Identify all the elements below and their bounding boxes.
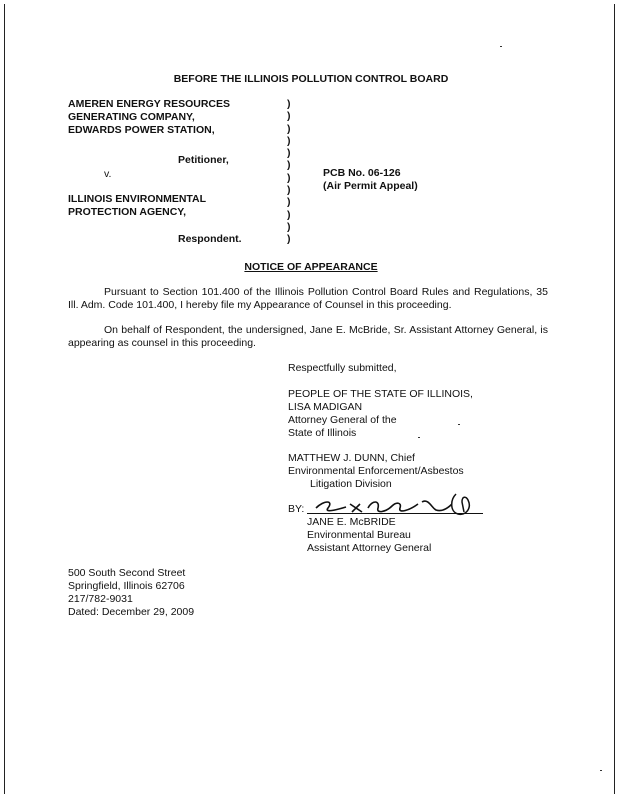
- people-line-1: PEOPLE OF THE STATE OF ILLINOIS,: [288, 388, 473, 400]
- people-line-4: State of Illinois: [288, 427, 357, 439]
- notice-paragraph-1: Pursuant to Section 101.400 of the Illinois Pollution Control Board Rules and Regulations, 35 Ill. Adm. Code 101.400, I hereby file my Appearance of Counsel in this proceeding.: [68, 286, 548, 311]
- respondent-role: Respondent.: [178, 233, 242, 245]
- division-line-2: Environmental Enforcement/Asbestos: [288, 465, 464, 477]
- division-line-1: MATTHEW J. DUNN, Chief: [288, 452, 415, 464]
- petitioner-line-2: GENERATING COMPANY,: [68, 111, 195, 123]
- handwritten-signature: [306, 486, 486, 518]
- versus: v.: [104, 168, 112, 180]
- paren: ): [287, 110, 291, 123]
- paren: ): [287, 134, 291, 147]
- petitioner-role: Petitioner,: [178, 154, 229, 166]
- notice-paragraph-2: On behalf of Respondent, the undersigned, Jane E. McBride, Sr. Assistant Attorney General, is appearing as counsel in this proceeding.: [68, 324, 548, 349]
- closing: Respectfully submitted,: [288, 362, 397, 374]
- address-line-2: Springfield, Illinois 62706: [68, 580, 185, 592]
- signer-line-2: Assistant Attorney General: [307, 542, 432, 554]
- scan-speck: [600, 770, 602, 771]
- paren: ): [287, 220, 291, 233]
- division-sub: Litigation Division: [310, 478, 392, 490]
- petitioner-line-1: AMEREN ENERGY RESOURCES: [68, 98, 231, 110]
- caption-divider: [287, 98, 295, 246]
- board-title: BEFORE THE ILLINOIS POLLUTION CONTROL BOARD: [173, 73, 449, 85]
- paren: ): [287, 233, 291, 246]
- scan-speck: [500, 46, 502, 47]
- paren: ): [287, 159, 291, 172]
- scan-speck: [458, 424, 460, 425]
- respondent-line-2: PROTECTION AGENCY,: [68, 206, 187, 218]
- signer-name: JANE E. McBRIDE: [307, 516, 396, 528]
- petitioner-line-3: EDWARDS POWER STATION,: [68, 124, 215, 136]
- dated: Dated: December 29, 2009: [68, 606, 195, 618]
- people-line-2: LISA MADIGAN: [288, 401, 363, 413]
- paren: ): [287, 98, 291, 110]
- case-number: PCB No. 06-126: [323, 167, 401, 179]
- signer-line-1: Environmental Bureau: [307, 529, 411, 541]
- people-line-3: Attorney General of the: [288, 414, 397, 426]
- scan-speck: [418, 437, 420, 438]
- paren: ): [287, 196, 291, 209]
- paren: ): [287, 147, 291, 160]
- respondent-line-1: ILLINOIS ENVIRONMENTAL: [68, 193, 207, 205]
- paren: ): [287, 184, 291, 197]
- paren: ): [287, 122, 291, 135]
- address-line-3: 217/782-9031: [68, 593, 133, 605]
- paren: ): [287, 171, 291, 184]
- case-type: (Air Permit Appeal): [323, 180, 418, 192]
- by-label: BY:: [288, 503, 305, 515]
- address-line-1: 500 South Second Street: [68, 567, 186, 579]
- paren: ): [287, 208, 291, 221]
- notice-title: NOTICE OF APPEARANCE: [244, 261, 378, 273]
